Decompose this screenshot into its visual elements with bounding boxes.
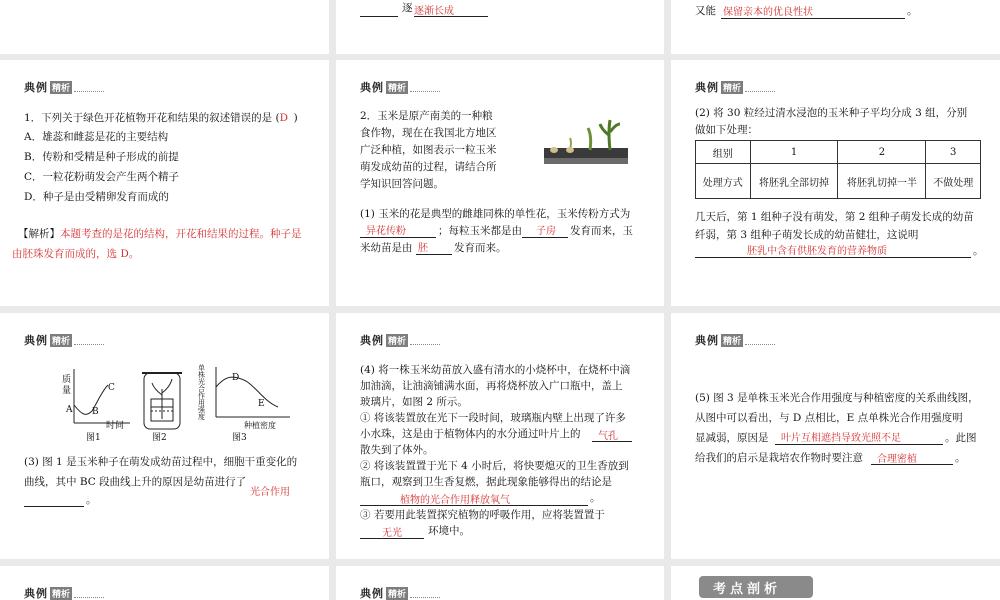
panel-q2-part2 <box>671 60 1000 306</box>
section-header: 典例 精析 <box>360 80 440 94</box>
q4-line8: 瓶口，观察到卫生香复燃，据此现象能够得出的结论是 <box>360 476 612 488</box>
q2-p1-line2: ；每粒玉米都是由 <box>438 225 522 237</box>
table-cell: 处理方式 <box>696 164 751 199</box>
treatment-table <box>695 140 981 199</box>
q2-stem-5: 学知识回答问题。 <box>360 178 444 190</box>
q5-line3b: 。此图 <box>945 432 977 444</box>
fig1-point-a: A <box>66 405 73 415</box>
q5-line4: 给我们的启示是栽培农作物时要注意 <box>695 452 863 464</box>
fig1-caption: 图1 <box>86 433 101 443</box>
panel-q2 <box>336 60 664 306</box>
panel-q3 <box>0 313 329 559</box>
q2b-result-2: 纤弱，第 3 组种子萌发长成的幼苗健壮，这说明 <box>695 229 919 241</box>
section-header: 典例 精析 <box>24 333 104 347</box>
q3-line1: (3) 图 1 是玉米种子在萌发成幼苗过程中，细胞干重变化的 <box>24 456 298 468</box>
table-cell: 1 <box>750 141 838 164</box>
table-row <box>696 164 981 199</box>
period: 。 <box>907 5 918 17</box>
answer-shading: 叶片互相遮挡导致光照不足 <box>781 433 901 444</box>
q4-line4: ① 将该装置放在光下一段时间，玻璃瓶内壁上出现了许多 <box>360 412 626 424</box>
figure-2-jar <box>140 365 186 431</box>
panel-q4 <box>336 313 664 559</box>
fig1-point-c: C <box>108 383 115 393</box>
answer-reasonable-density: 合理密植 <box>877 454 917 465</box>
q5-line2: 从图中可以看出，与 D 点相比，E 点单株光合作用强度明 <box>695 412 963 424</box>
answer-traits: 保留亲本的优良性状 <box>723 7 813 18</box>
panel-bottom-left <box>0 566 329 600</box>
q1-analysis-line2: 由胚珠发育而成的，选 D。 <box>12 248 140 260</box>
period: 。 <box>86 494 97 506</box>
answer-endosperm: 胚乳中含有供胚发育的营养物质 <box>747 246 887 257</box>
panel-top-left <box>0 0 329 54</box>
answer-stomata: 气孔 <box>598 431 618 442</box>
answer-dark: 无光 <box>382 528 402 539</box>
answer-grow: 逐渐长成 <box>414 6 454 17</box>
q1-option-b: B．传粉和受精是种子形成的前提 <box>24 151 179 163</box>
fig2-caption: 图2 <box>152 433 167 443</box>
q2b-line1: (2) 将 30 粒经过清水浸泡的玉米种子平均分成 3 组，分别 <box>695 107 968 119</box>
answer-oxygen: 植物的光合作用释放氧气 <box>400 495 510 506</box>
table-row <box>696 141 981 164</box>
q2-p1-line3b: 发育而来。 <box>454 242 507 254</box>
fig3-point-e: E <box>258 399 265 409</box>
fig3-caption: 图3 <box>232 433 247 443</box>
fig3-point-d: D <box>232 373 240 383</box>
q2b-result-1: 几天后，第 1 组种子没有萌发，第 2 组种子萌发长成的幼苗 <box>695 211 974 223</box>
q4-line3: 玻璃片，如图 2 所示。 <box>360 396 468 408</box>
fig1-xlabel: 时间 <box>106 421 125 431</box>
panel-q5 <box>671 313 1000 559</box>
q5-line1: (5) 图 3 是单株玉米光合作用强度与种植密度的关系曲线图， <box>695 392 979 404</box>
blank-mid-text: 逐 <box>402 2 413 14</box>
q1-option-a: A．雄蕊和雌蕊是花的主要结构 <box>24 131 169 143</box>
q1-option-d: D．种子是由受精卵发育而成的 <box>24 191 169 203</box>
section-header: 典例 精析 <box>360 333 440 347</box>
table-cell: 将胚乳切掉一半 <box>838 164 926 199</box>
q2-stem-2: 食作物，现在在我国北方地区 <box>360 127 497 139</box>
fig3-ylabel: 单 株 光 合 作 用 强 度 <box>198 364 205 421</box>
fig3-xlabel: 种植密度 <box>244 421 276 430</box>
answer-embryo: 胚 <box>418 243 428 254</box>
table-cell: 将胚乳全部切掉 <box>750 164 838 199</box>
answer-ovary: 子房 <box>536 226 556 237</box>
q4-line6: 散失到了体外。 <box>360 444 434 456</box>
fig1-ylabel: 质量 <box>62 375 72 396</box>
q2-p1-line2b: 发育而来，玉 <box>570 225 633 237</box>
q4-line5: 小水珠，这是由于植物体内的水分通过叶片上的 <box>360 428 581 440</box>
period: 。 <box>955 452 966 464</box>
q5-line3: 显减弱，原因是 <box>695 432 769 444</box>
period: 。 <box>973 245 984 257</box>
q2-stem-1: 2．玉米是原产南美的一种粮 <box>360 110 493 122</box>
fig1-point-b: B <box>92 407 99 417</box>
answer-cross-pollination: 异花传粉 <box>366 226 406 237</box>
section-header: 典例 精析 <box>24 80 104 94</box>
table-cell: 不做处理 <box>926 164 981 199</box>
table-cell: 3 <box>926 141 981 164</box>
panel-bottom-middle <box>336 566 664 600</box>
q1-analysis: 【解析】本题考查的是花的结构，开花和结果的过程。种子是 <box>18 228 302 240</box>
q1-stem: 1．下列关于绿色开花植物开花和结果的叙述错误的是 (D ) <box>24 112 298 124</box>
q2b-line2: 做如下处理： <box>695 124 758 136</box>
q4-line9: ③ 若要用此装置探究植物的呼吸作用，应将装置置于 <box>360 509 605 521</box>
q2-stem-3: 广泛种植，如图表示一粒玉米 <box>360 144 497 156</box>
q4-line10: 环境中。 <box>428 525 470 537</box>
key-points-banner: 考点剖析 <box>699 576 813 598</box>
q1-option-c: C．一粒花粉萌发会产生两个精子 <box>24 171 180 183</box>
table-cell: 组别 <box>696 141 751 164</box>
q4-line2: 加油滴，让油滴铺满水面，再将烧杯放入广口瓶中，盖上 <box>360 380 623 392</box>
q2-stem-4: 萌发成幼苗的过程，请结合所 <box>360 161 497 173</box>
section-header: 典例 精析 <box>695 333 775 347</box>
section-header: 典例 精析 <box>24 586 104 600</box>
q3-line2: 曲线，其中 BC 段曲线上升的原因是幼苗进行了 <box>24 476 247 488</box>
corn-germination-image <box>542 110 632 166</box>
q2-p1-line3: 米幼苗是由 <box>360 242 413 254</box>
panel-top-middle <box>336 0 664 54</box>
panel-top-right <box>671 0 1000 54</box>
prefix-text: 又能 <box>695 5 716 17</box>
q2-p1-line1: (1) 玉米的花是典型的雌雄同株的单性花，玉米传粉方式为 <box>360 208 631 220</box>
q4-line7: ② 将该装置置于光下 4 小时后，将快要熄灭的卫生香放到 <box>360 460 629 472</box>
period: 。 <box>590 492 601 504</box>
table-cell: 2 <box>838 141 926 164</box>
panel-q1 <box>0 60 329 306</box>
section-header: 典例 精析 <box>360 586 440 600</box>
section-header: 典例 精析 <box>695 80 775 94</box>
panel-bottom-right <box>671 566 1000 600</box>
answer-photosynthesis: 光合作用 <box>250 487 290 498</box>
q4-line1: (4) 将一株玉米幼苗放入盛有清水的小烧杯中，在烧杯中滴 <box>360 364 631 376</box>
